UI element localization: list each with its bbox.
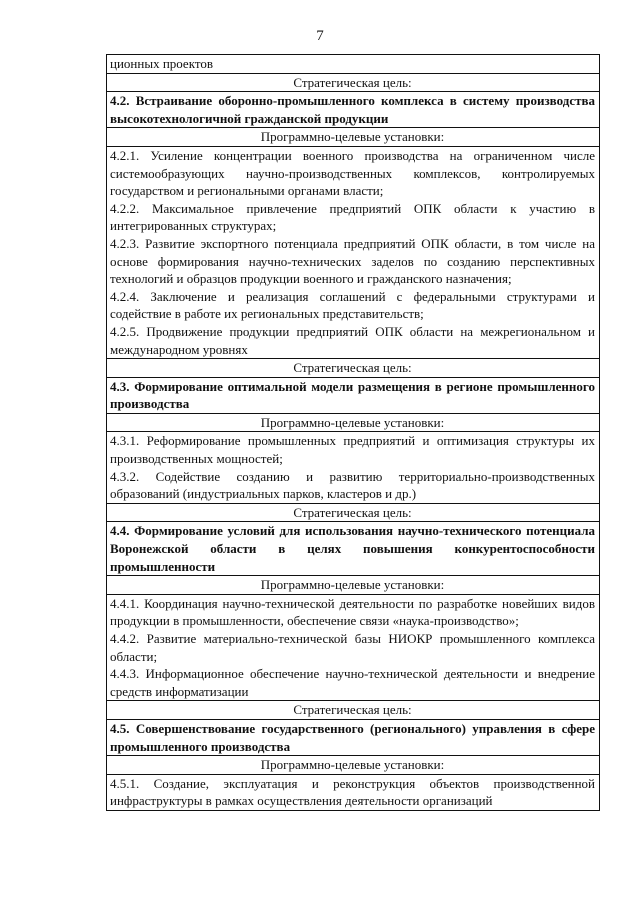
goal-label-text: Стратегическая цель:: [293, 74, 412, 90]
goal-label-4-2: [107, 74, 599, 93]
setting-4-2-4: 4.2.4. Заключение и реализация соглашений с федеральными структурами и содействие в работе их региональных представительств;: [110, 288, 595, 322]
goal-label-text: Стратегическая цель:: [293, 702, 412, 718]
goal-title: 4.3. Формирование оптимальной модели размещения в регионе промышленного производства: [110, 378, 595, 412]
setting-4-3-1: 4.3.1. Реформирование промышленных предприятий и оптимизация структуры их производственных мощностей;: [110, 433, 595, 467]
setting-4-2-1: 4.2.1. Усиление концентрации военного производства на ограниченном числе системообразующих научно-производственных комплексов, контролируемых государством и региональными органами власти;: [110, 147, 595, 199]
setting-4-2-3: 4.2.3. Развитие экспортного потенциала предприятий ОПК области, в том числе на основе формирования научно-технических заделов по созданию перспективных технологий и образцов продукции военного и гражданского назначения;: [110, 235, 595, 287]
setting-4-2-2: 4.2.2. Максимальное привлечение предприятий ОПК области к участию в интегрированных структурах;: [110, 200, 595, 234]
goal-label-4-5: [107, 701, 599, 720]
goal-label-text: Стратегическая цель:: [293, 504, 412, 520]
settings-label-text: Программно-целевые установки:: [260, 414, 445, 430]
settings-4-2: [107, 147, 599, 359]
goal-title: 4.2. Встраивание оборонно-промышленного комплекса в систему производства высокотехнологичной гражданской продукции: [110, 93, 595, 126]
goal-title: 4.4. Формирование условий для использования научно-технического потенциала Воронежской области в целях повышения конкурентоспособности промышленности: [110, 523, 595, 574]
settings-label-text: Программно-целевые установки:: [260, 757, 445, 773]
goal-4-2: [107, 92, 599, 128]
continuation-row: [107, 55, 599, 74]
settings-label-text: Программно-целевые установки:: [260, 129, 445, 145]
setting-4-3-2: 4.3.2. Содействие созданию и развитию территориально-производственных образований (индустриальных парков, кластеров и др.): [110, 468, 595, 502]
goal-title: 4.5. Совершенствование государственного (регионального) управления в сфере промышленного производства: [110, 720, 595, 754]
setting-4-4-3: 4.4.3. Информационное обеспечение научно-технической деятельности и внедрение средств информатизации: [110, 666, 595, 699]
page-number: 7: [316, 28, 324, 44]
settings-label-4-5: [107, 756, 599, 775]
settings-label-text: Программно-целевые установки:: [260, 577, 445, 593]
settings-4-5: [107, 775, 599, 811]
goal-label-4-3: [107, 359, 599, 378]
goal-label-text: Стратегическая цель:: [293, 360, 412, 376]
setting-4-4-1: 4.4.1. Координация научно-технической деятельности по разработке новейших видов продукции в промышленности, обеспечение связи «наука-производство»;: [110, 595, 595, 629]
strategy-table: [106, 54, 600, 811]
setting-4-4-2: 4.4.2. Развитие материально-технической базы НИОКР промышленного комплекса области;: [110, 631, 595, 664]
settings-4-4: [107, 595, 599, 702]
settings-label-4-3: [107, 414, 599, 433]
goal-4-5: [107, 720, 599, 756]
goal-label-4-4: [107, 504, 599, 523]
setting-4-2-5: 4.2.5. Продвижение продукции предприятий ОПК области на межрегиональном и международном уровнях: [110, 323, 595, 357]
setting-4-5-1: 4.5.1. Создание, эксплуатация и реконструкция объектов производственной инфраструктуры в рамках осуществления деятельности организаций: [110, 775, 595, 809]
settings-4-3: [107, 432, 599, 503]
settings-label-4-2: [107, 128, 599, 147]
continuation-text: ционных проектов: [110, 56, 213, 71]
goal-4-3: [107, 378, 599, 414]
settings-label-4-4: [107, 576, 599, 595]
goal-4-4: [107, 522, 599, 576]
